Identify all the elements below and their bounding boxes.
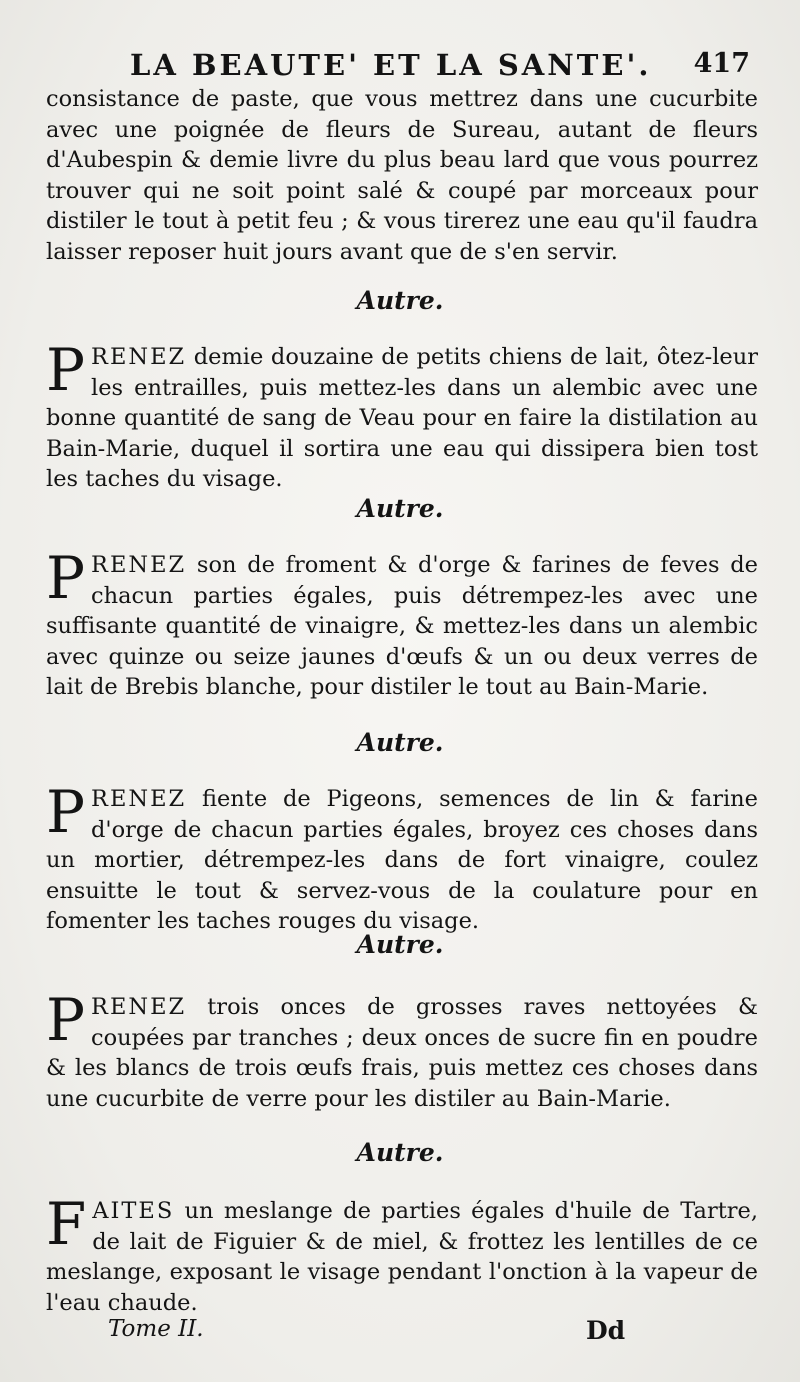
recipe-paragraph-3: [46, 778, 758, 937]
page-footer: [108, 1316, 668, 1348]
drop-cap: P: [46, 544, 86, 612]
recipe-heading-4: Autre.: [356, 930, 444, 959]
volume-label: Tome II.: [108, 1316, 204, 1342]
drop-cap: F: [46, 1190, 87, 1258]
lead-word: RENEZ: [91, 786, 187, 812]
recipe-paragraph-5: [46, 1190, 758, 1318]
recipe-heading-5: Autre.: [356, 1138, 444, 1167]
recipe-text: trois onces de grosses raves nettoyées & coupées par tranches ; deux onces de sucre fin en poudre & les blancs de trois œufs frais, puis mettez ces choses dans une cucurbite de verre pour les distiler au Bain-Marie.: [46, 994, 758, 1112]
running-title: LA BEAUTE' ET LA SANTE'.: [130, 48, 652, 82]
lead-word: RENEZ: [91, 344, 187, 370]
recipe-heading-1: Autre.: [356, 286, 444, 315]
intro-paragraph-block: [46, 84, 758, 267]
recipe-heading-2: Autre.: [356, 494, 444, 523]
recipe-paragraph-4: [46, 986, 758, 1114]
recipe-text: un meslange de parties égales d'huile de Tartre, de lait de Figuier & de miel, & frottez les lentilles de ce meslange, exposant le visage pendant l'onction à la vapeur de l'eau chaude.: [46, 1198, 758, 1316]
lead-word: AITES: [92, 1198, 175, 1224]
running-head: [130, 48, 770, 84]
recipe-text: demie douzaine de petits chiens de lait, ôtez-leur les entrailles, puis mettez-les dans un alembic avec une bonne quantité de sang de Veau pour en faire la distilation au Bain-Marie, duquel il sortira une eau qui dissipera bien tost les taches du visage.: [46, 344, 758, 492]
recipe-heading-3: Autre.: [356, 728, 444, 757]
lead-word: RENEZ: [91, 552, 187, 578]
recipe-text: son de froment & d'orge & farines de feves de chacun parties égales, puis détrempez-les avec une suffisante quantité de vinaigre, & mettez-les dans un alembic avec quinze ou seize jaunes d'œufs & un ou deux verres de lait de Brebis blanche, pour distiler le tout au Bain-Marie.: [46, 552, 758, 700]
signature-mark: Dd: [586, 1316, 626, 1345]
lead-word: RENEZ: [91, 994, 187, 1020]
intro-paragraph: consistance de paste, que vous mettrez dans une cucurbite avec une poignée de fleurs de Sureau, autant de fleurs d'Aubespin & demie livre du plus beau lard que vous pourrez trouver qui ne soit point salé & coupé par morceaux pour distiler le tout à petit feu ; & vous tirerez une eau qu'il faudra laisser reposer huit jours avant que de s'en servir.: [46, 86, 758, 265]
page-number: 417: [693, 48, 750, 79]
recipe-text: fiente de Pigeons, semences de lin & farine d'orge de chacun parties égales, broyez ces choses dans un mortier, détrempez-les dans de fort vinaigre, coulez ensuitte le tout & servez-vous de la coulature pour en fomenter les taches rouges du visage.: [46, 786, 758, 934]
drop-cap: P: [46, 986, 86, 1054]
drop-cap: P: [46, 778, 86, 846]
drop-cap: P: [46, 336, 86, 404]
recipe-paragraph-1: [46, 336, 758, 495]
recipe-paragraph-2: [46, 544, 758, 703]
